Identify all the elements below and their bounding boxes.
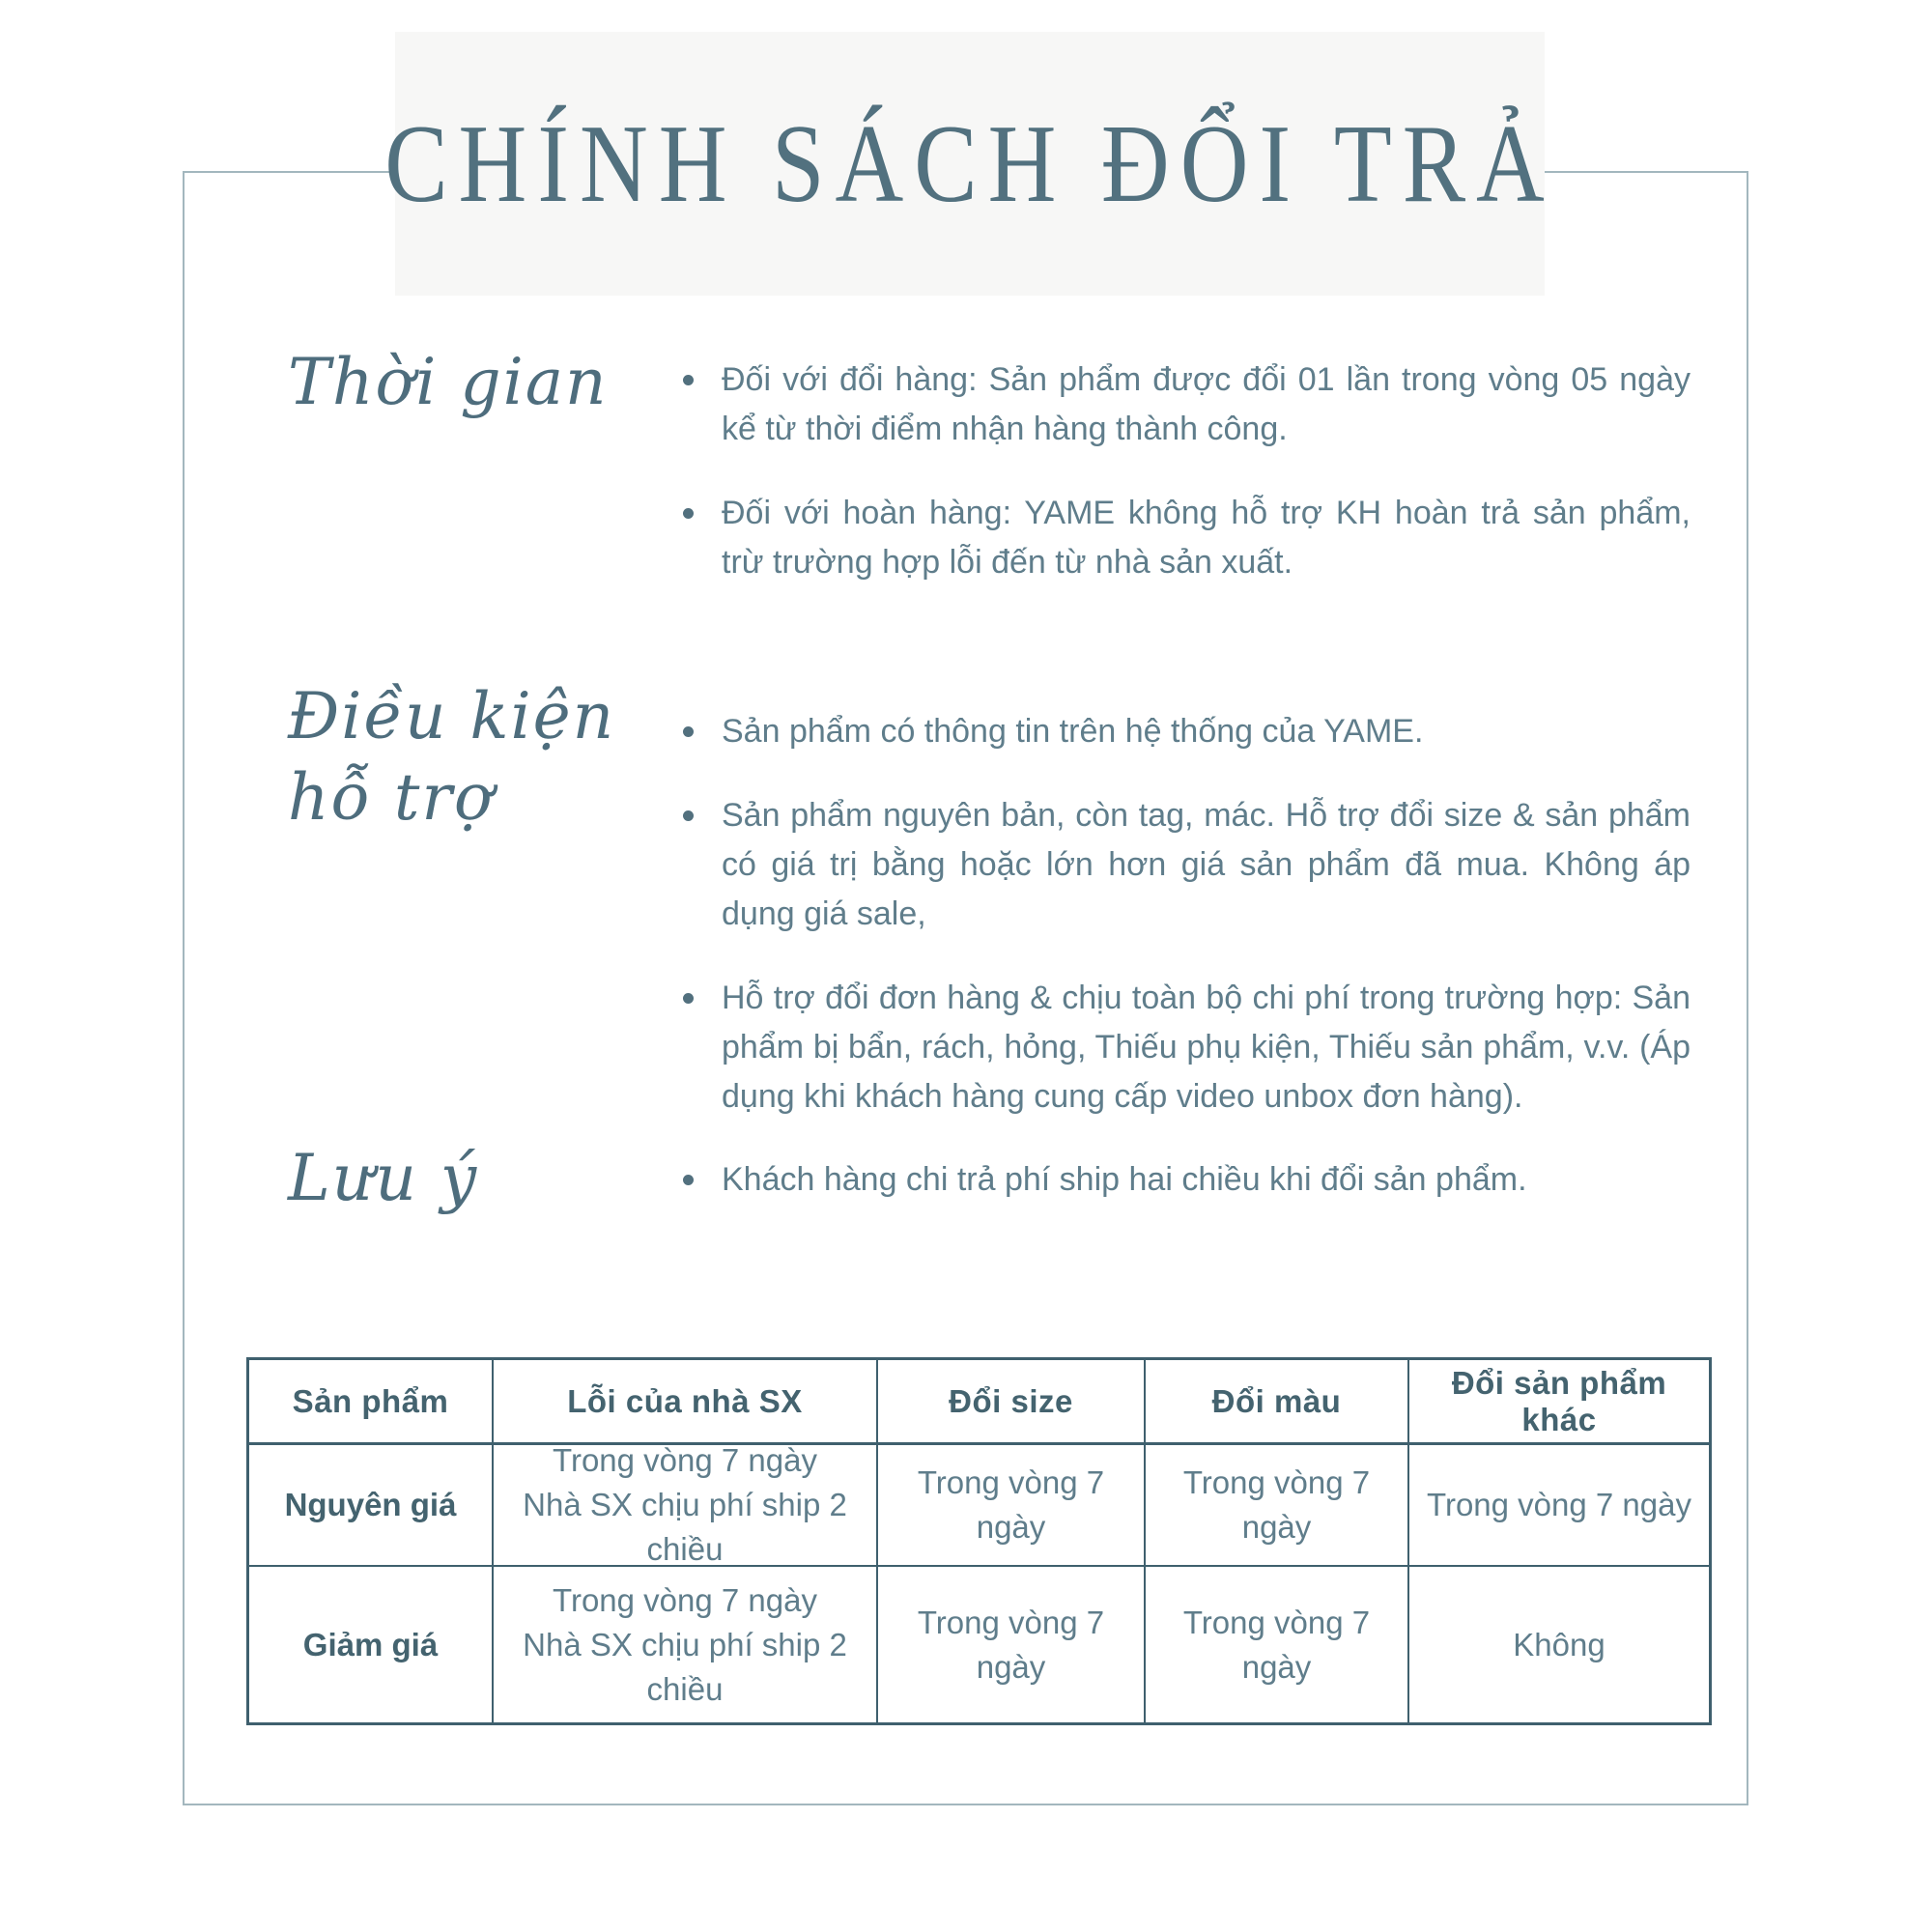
policy-table xyxy=(246,1357,1712,1725)
title-banner xyxy=(384,32,1555,296)
heading-line: Điều kiện xyxy=(288,679,616,753)
list-item xyxy=(681,791,1690,939)
table-header-doi-mau: Đổi màu xyxy=(1146,1360,1409,1445)
bullet-dot-icon xyxy=(683,1175,694,1185)
bullet-text: Sản phẩm có thông tin trên hệ thống của YAME. xyxy=(722,713,1424,750)
bullet-dot-icon xyxy=(683,508,694,519)
list-item xyxy=(681,974,1690,1122)
bullet-dot-icon xyxy=(683,375,694,385)
cell-line: Trong vòng 7 ngày xyxy=(553,1442,817,1478)
section-heading-thoi-gian xyxy=(288,342,609,423)
bullet-list-dieu-kien xyxy=(681,707,1690,1122)
cell-line: Trong vòng 7 ngày xyxy=(553,1581,817,1618)
table-cell: Không xyxy=(1513,1626,1605,1662)
bullet-text: Đối với đổi hàng: Sản phẩm được đổi 01 lần trong vòng 05 ngày kể từ thời điểm nhận hàng thành công. xyxy=(722,361,1690,447)
table-header-loi-nha-sx: Lỗi của nhà SX xyxy=(494,1360,878,1445)
table-header-doi-san-pham-khac: Đổi sản phẩm khác xyxy=(1409,1360,1709,1445)
section-heading-luu-y xyxy=(288,1138,478,1219)
heading-line: Thời gian xyxy=(288,345,609,419)
table-header-san-pham: Sản phẩm xyxy=(249,1360,494,1445)
heading-line: Lưu ý xyxy=(288,1141,479,1215)
table-row-label: Nguyên giá xyxy=(249,1445,494,1567)
table-cell: Trong vòng 7 ngày xyxy=(1146,1567,1409,1722)
cell-line: Nhà SX chịu phí ship 2 chiều xyxy=(523,1626,847,1707)
page-title: CHÍNH SÁCH ĐỔI TRẢ xyxy=(384,101,1555,226)
bullet-dot-icon xyxy=(683,810,694,821)
table-cell: Trong vòng 7 ngày xyxy=(1409,1445,1709,1567)
section-heading-dieu-kien-ho-tro xyxy=(288,676,615,838)
table-row-label: Giảm giá xyxy=(249,1567,494,1722)
bullet-list-thoi-gian xyxy=(681,355,1690,587)
bullet-text: Đối với hoàn hàng: YAME không hỗ trợ KH hoàn trả sản phẩm, trừ trường hợp lỗi đến từ nhà sản xuất. xyxy=(722,495,1690,581)
bullet-list-luu-y xyxy=(681,1155,1690,1205)
list-item xyxy=(681,489,1690,587)
list-item xyxy=(681,1155,1690,1205)
table-cell: Trong vòng 7 ngày xyxy=(878,1445,1146,1567)
table-header-doi-size: Đổi size xyxy=(878,1360,1146,1445)
cell-line: Nhà SX chịu phí ship 2 chiều xyxy=(523,1487,847,1567)
bullet-dot-icon xyxy=(683,993,694,1004)
list-item xyxy=(681,707,1690,756)
table-cell: Trong vòng 7 ngày xyxy=(1146,1445,1409,1567)
bullet-text: Sản phẩm nguyên bản, còn tag, mác. Hỗ trợ đổi size & sản phẩm có giá trị bằng hoặc lớn hơn giá sản phẩm đã mua. Không áp dụng giá sale, xyxy=(722,797,1690,932)
table-cell: Trong vòng 7 ngày xyxy=(878,1567,1146,1722)
bullet-text: Khách hàng chi trả phí ship hai chiều khi đổi sản phẩm. xyxy=(722,1161,1527,1198)
heading-line: hỗ trợ xyxy=(288,760,495,835)
list-item xyxy=(681,355,1690,454)
bullet-dot-icon xyxy=(683,726,694,737)
bullet-text: Hỗ trợ đổi đơn hàng & chịu toàn bộ chi phí trong trường hợp: Sản phẩm bị bẩn, rách, hỏng, Thiếu phụ kiện, Thiếu sản phẩm, v.v. (Áp dụng khi khách hàng cung cấp video unbox đơn hàng). xyxy=(722,980,1690,1115)
table-cell xyxy=(494,1567,878,1722)
table-cell xyxy=(494,1442,878,1567)
